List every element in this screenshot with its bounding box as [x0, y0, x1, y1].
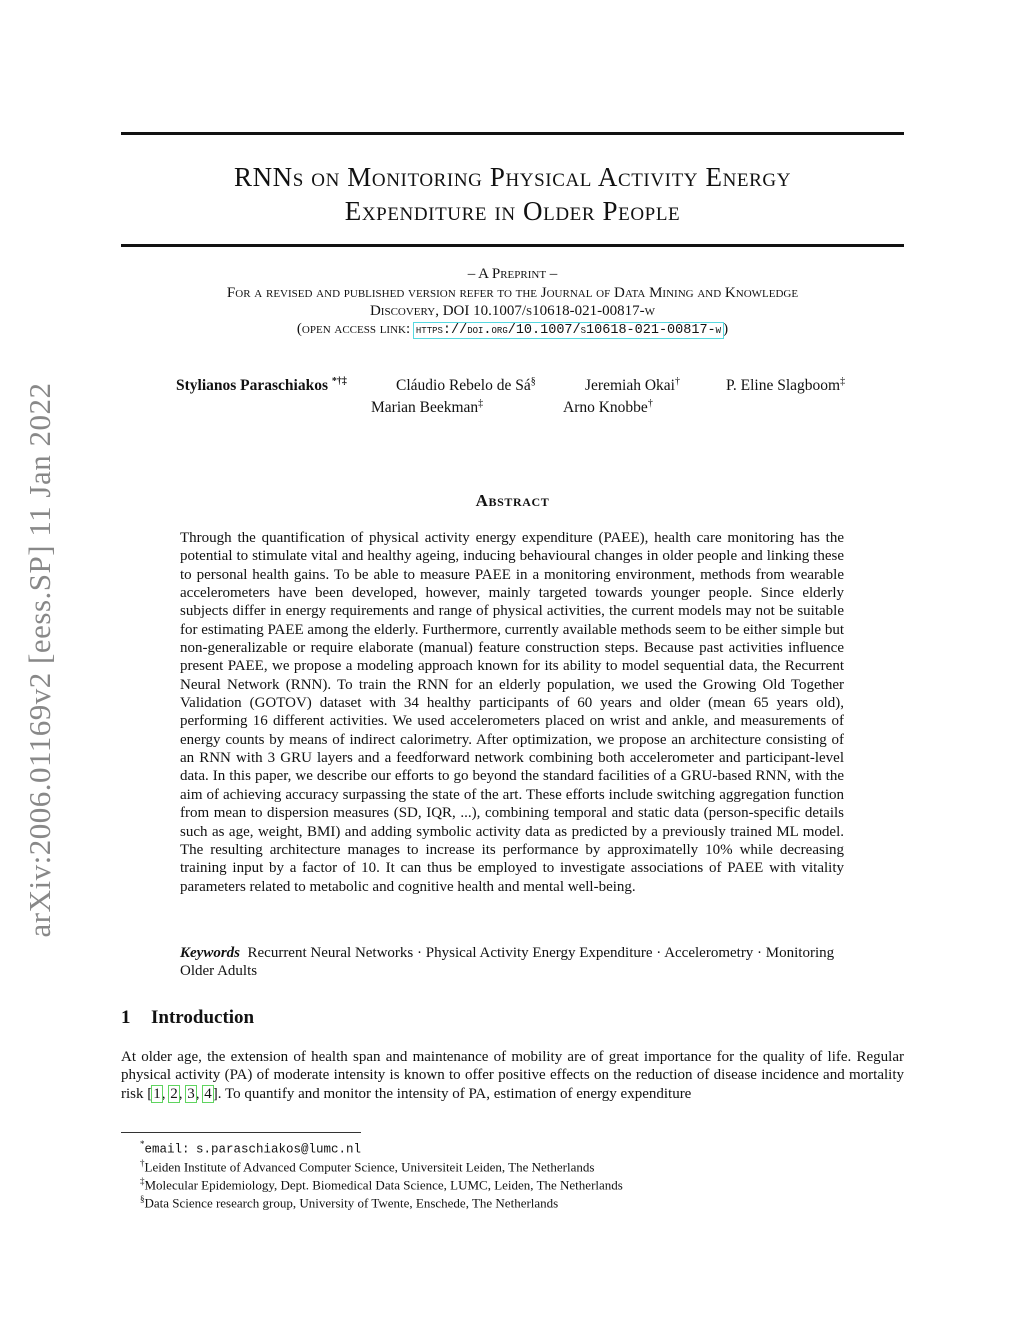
- section-heading-introduction: [121, 1007, 254, 1029]
- citation-link[interactable]: 4: [204, 1085, 212, 1102]
- author-name: Arno Knobbe: [563, 399, 648, 417]
- author-affiliation-marks: §: [530, 376, 536, 387]
- preprint-label: – A Preprint –: [467, 266, 558, 282]
- author-affiliation-marks: †: [647, 398, 653, 409]
- author-3: [585, 376, 680, 395]
- abstract-heading: Abstract: [475, 491, 550, 510]
- open-access-suffix: ): [723, 321, 729, 337]
- footnote-rule: [121, 1132, 361, 1133]
- footnote-text: Leiden Institute of Advanced Computer Science, Universiteit Leiden, The Netherlands: [144, 1159, 595, 1175]
- author-affiliation-marks: *†‡: [331, 376, 347, 387]
- footnote-text: Data Science research group, University of Twente, Enschede, The Netherlands: [144, 1195, 559, 1211]
- paper-title-line-1: RNNs on Monitoring Physical Activity Energy: [233, 162, 792, 192]
- author-5: [371, 398, 483, 417]
- paper-title-line-2: Expenditure in Older People: [344, 196, 681, 226]
- citation-link[interactable]: 1: [153, 1085, 161, 1102]
- open-access-prefix: (open access link:: [296, 321, 414, 337]
- footnote-text: Molecular Epidemiology, Dept. Biomedical Data Science, LUMC, Leiden, The Netherlands: [144, 1177, 623, 1193]
- footnote-mark: *: [140, 1139, 145, 1149]
- arxiv-stamp: arXiv:2006.01169v2 [eess.SP] 11 Jan 2022: [22, 382, 57, 938]
- title-rule-bottom: [121, 244, 904, 247]
- citation-link[interactable]: 2: [170, 1085, 178, 1102]
- author-name: Marian Beekman: [371, 399, 479, 417]
- author-name: Cláudio Rebelo de Sá: [396, 377, 531, 395]
- abstract-body: Through the quantification of physical activity energy expenditure (PAEE), health care monitoring has the potential to stimulate vital and healthy ageing, inducing behavioural changes in older people and linking these to personal health gains. To be able to measure PAEE in a monitoring environment, methods from wearable accelerometers have been developed, however, mainly targeted towards younger people. Since elderly subjects differ in energy requirements and range of physical activities, the current models may not be suitable for estimating PAEE among the elderly. Furthermore, currently available methods seem to be either simple but non-generalizable or require elaborate (manual) feature construction steps. Because past activities influence present PAEE, we propose a modeling approach known for its ability to model sequential data, the Recurrent Neural Network (RNN). To train the RNN for an elderly population, we used the Growing Old Together Validation (GOTOV) dataset with 34 healthy participants of 60 years and older (mean 65 years old), performing 16 different activities. We used accelerometers placed on wrist and ankle, and measurements of energy counts by means of indirect calorimetry. After optimization, we propose an architecture consisting of an RNN with 3 GRU layers and a feedforward network combining both accelerometer and participant-level data. In this paper, we describe our efforts to go beyond the standard facilities of a GRU-based RNN, with the aim of achieving accuracy surpassing the state of the art. These efforts include switching aggregation function from mean to dispersion measures (SD, IQR, ...), combining temporal and static data (person-specific details such as age, weight, BMI) and adding symbolic activity data as predicted by a previously trained ML model. The resulting architecture manages to increase its performance by approximatelly 10% while decreasing training input by a factor of 10. It can thus be employed to investigate associations of PAEE with vitality parameters related to metabolic and cognitive health and mental well-being.: [180, 530, 844, 895]
- open-access-line: [121, 320, 904, 340]
- author-2: [396, 376, 536, 395]
- footnote-mark: ‡: [140, 1176, 145, 1186]
- intro-text-start: At older age, the extension of health span and maintenance of mobility are of great importance for the quality of life. Regular physical activity (PA) of moderate intensity is known to offer positive effects on the reduction of disease incidence and mortality risk [: [121, 1049, 904, 1102]
- footnote-mark: §: [140, 1194, 145, 1204]
- title-rule-top: [121, 132, 904, 135]
- keywords: [180, 944, 844, 981]
- keywords-text: Recurrent Neural Networks · Physical Activity Energy Expenditure · Accelerometry · Monitoring Older Adults: [180, 945, 835, 980]
- author-affiliation-marks: ‡: [478, 398, 484, 409]
- author-name: P. Eline Slagboom: [726, 377, 841, 395]
- introduction-paragraph: At older age, the extension of health span and maintenance of mobility are of great importance for the quality of life. Regular physical activity (PA) of moderate intensity is known to offer positive effects on the reduction of disease incidence and mortality risk [1, 2, 3, 4]. To quantify and monitor the intensity of PA, estimation of energy expenditure: [121, 1049, 904, 1102]
- author-affiliation-marks: ‡: [840, 376, 846, 387]
- doi-link[interactable]: https://doi.org/10.1007/s10618-021-00817-w: [415, 323, 722, 338]
- section-number: 1: [121, 1007, 131, 1028]
- author-name: Jeremiah Okai: [585, 377, 675, 395]
- author-4: [726, 376, 845, 395]
- footnote-affiliation-3: [140, 1191, 558, 1211]
- author-6: [563, 398, 653, 417]
- preprint-note-line-2: Discovery, DOI 10.1007/s10618-021-00817-w: [369, 303, 656, 319]
- footnote-email-address: s.paraschiakos@lumc.nl: [196, 1142, 362, 1157]
- author-1: [176, 376, 347, 395]
- author-name: Stylianos Paraschiakos: [176, 377, 329, 395]
- keywords-label: Keywords: [180, 945, 240, 961]
- intro-text-end: ]. To quantify and monitor the intensity of PA, estimation of energy expenditure: [212, 1085, 692, 1102]
- section-title: Introduction: [151, 1007, 255, 1028]
- footnote-mark: †: [140, 1158, 145, 1168]
- author-affiliation-marks: †: [674, 376, 680, 387]
- footnote-email-label: email:: [144, 1142, 190, 1157]
- citation-link[interactable]: 3: [187, 1085, 195, 1102]
- preprint-note-line-1: For a revised and published version refer to the Journal of Data Mining and Knowledge: [226, 285, 799, 301]
